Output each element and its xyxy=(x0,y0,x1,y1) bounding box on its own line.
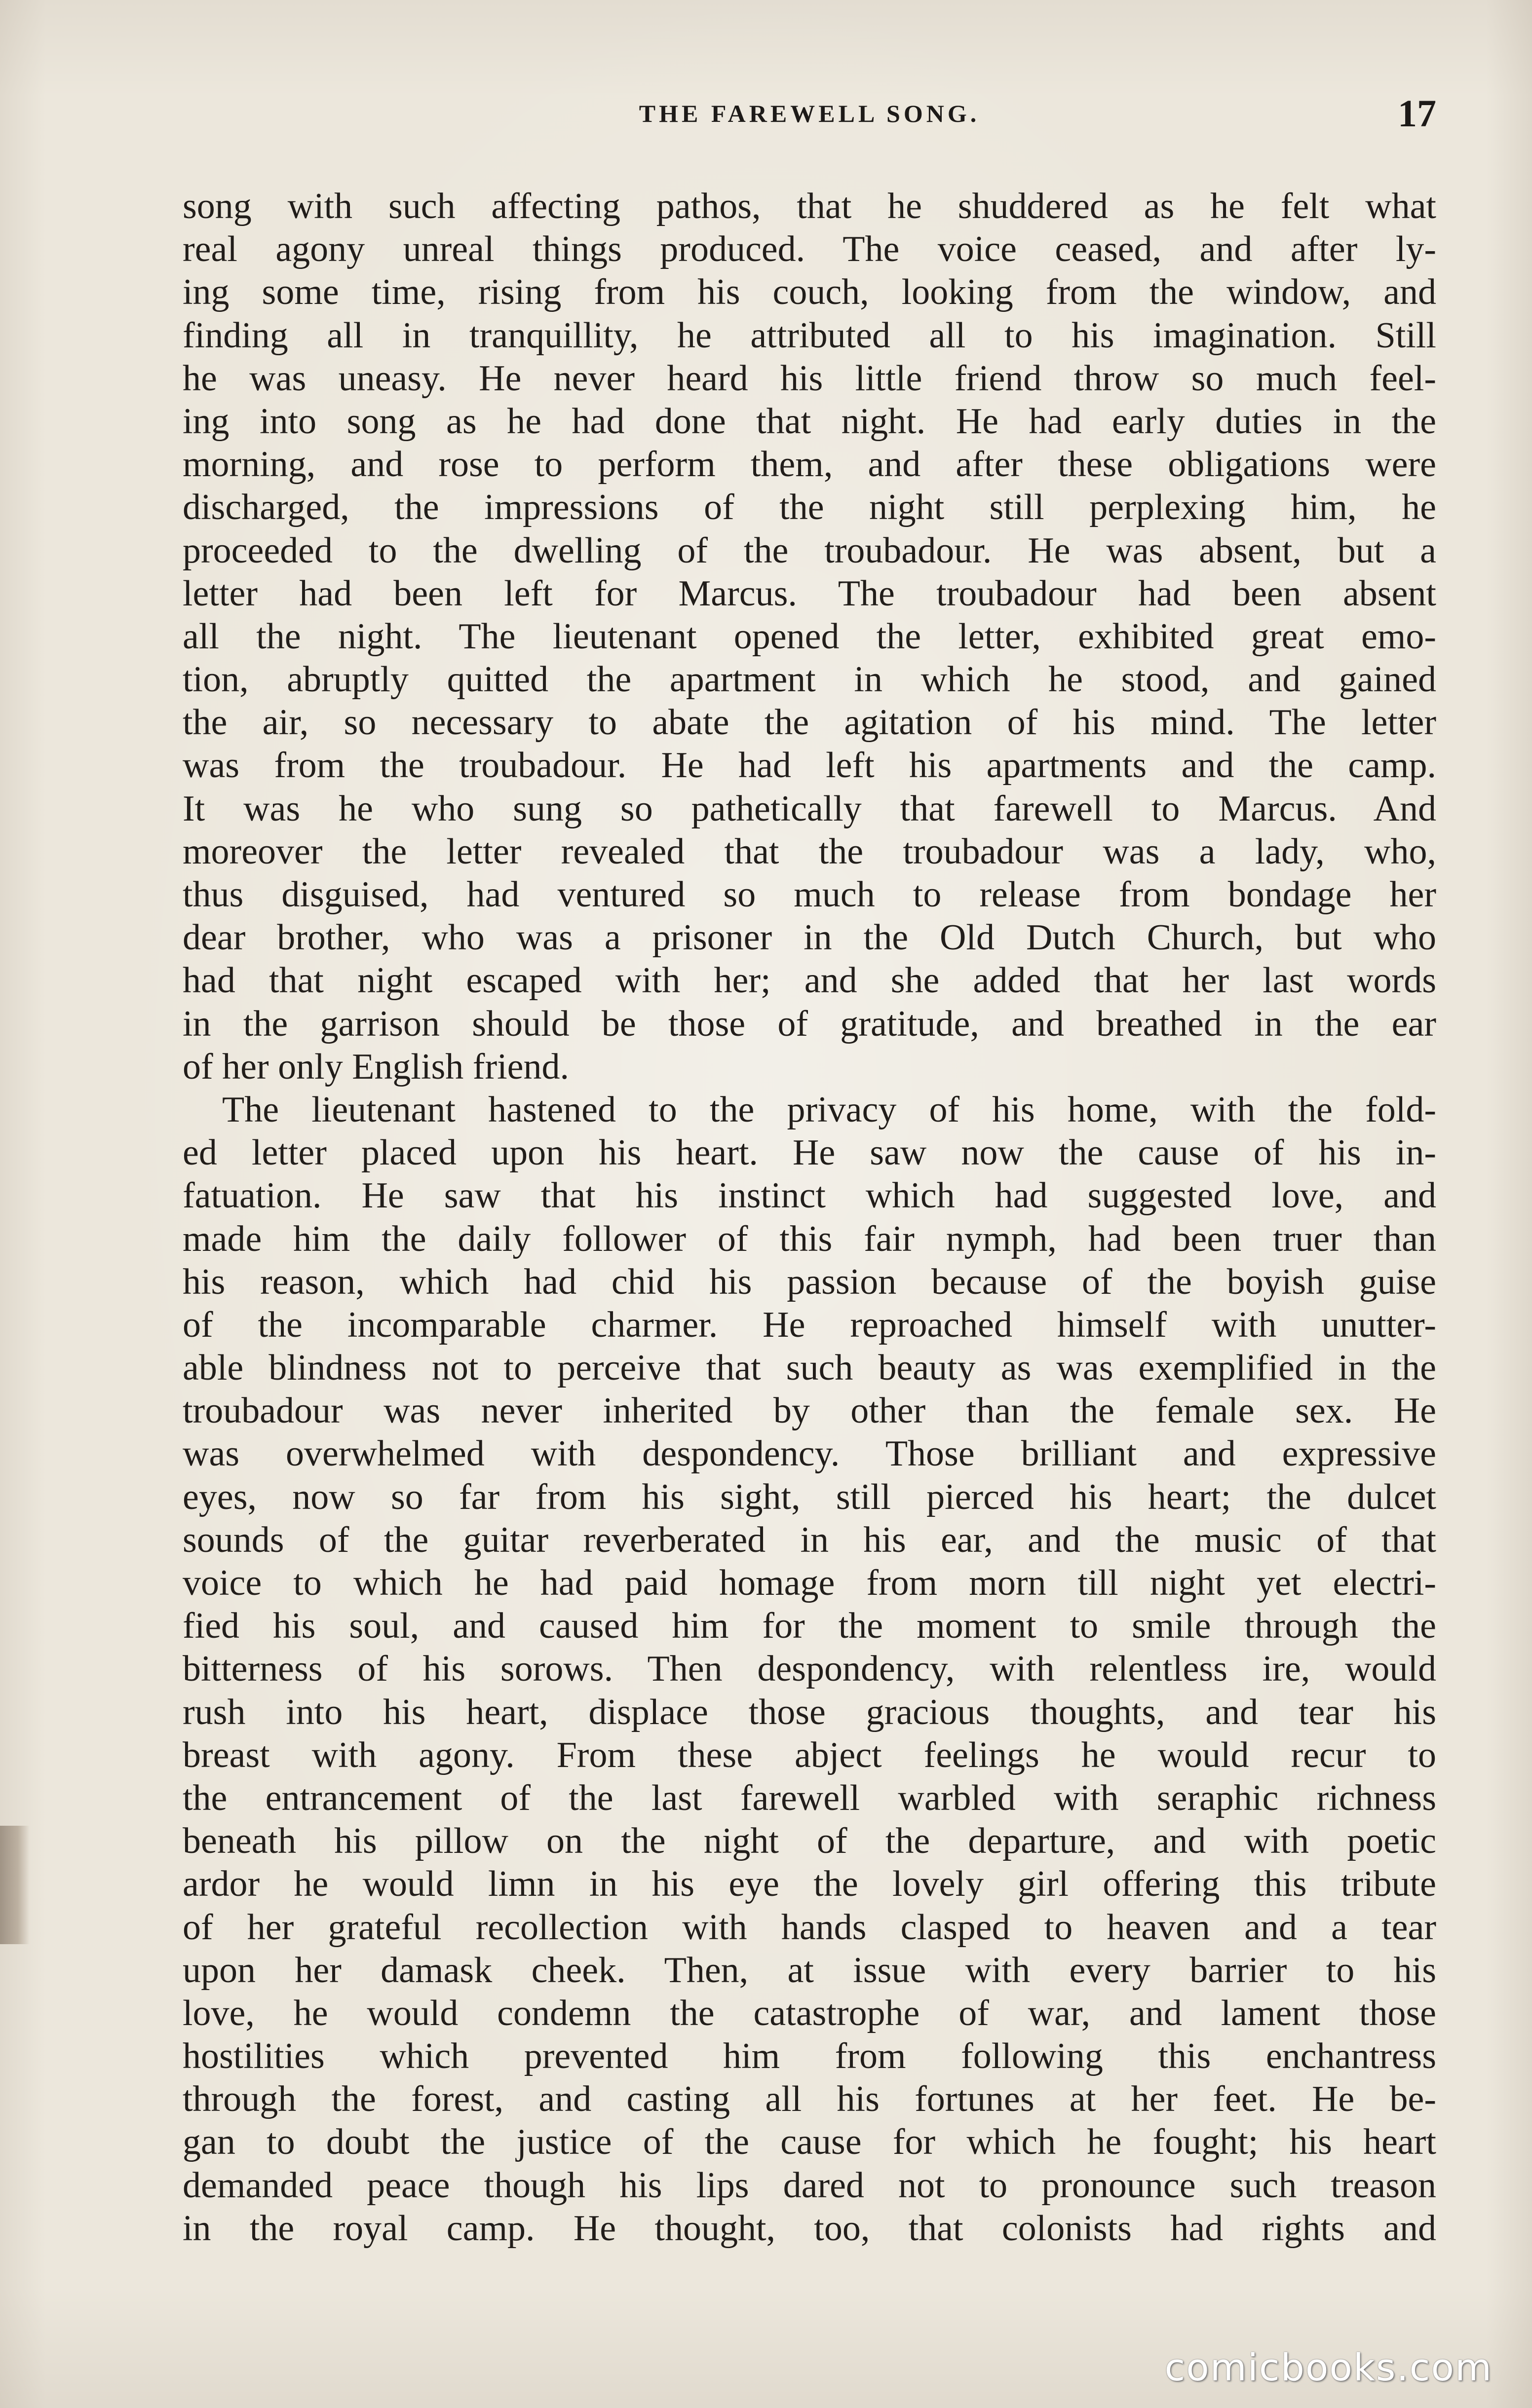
text-line: hostilities which prevented him from following this enchantress xyxy=(183,2036,1436,2077)
text-line: in the royal camp. He thought, too, that colonists had rights and xyxy=(183,2208,1436,2249)
text-line: discharged, the impressions of the night still perplexing him, he xyxy=(183,487,1436,528)
text-line: gan to doubt the justice of the cause for which he fought; his heart xyxy=(183,2122,1436,2163)
text-line: of her grateful recollection with hands clasped to heaven and a tear xyxy=(183,1907,1436,1948)
text-line: dear brother, who was a prisoner in the Old Dutch Church, but who xyxy=(183,917,1436,958)
watermark: comicbooks.com xyxy=(1164,2345,1493,2389)
text-line: ardor he would limn in his eye the lovely girl offering this tribute xyxy=(183,1864,1436,1905)
text-line: troubadour was never inherited by other than the female sex. He xyxy=(183,1391,1436,1431)
text-line: beneath his pillow on the night of the departure, and with poetic xyxy=(183,1821,1436,1862)
text-line: rush into his heart, displace those gracious thoughts, and tear his xyxy=(183,1692,1436,1732)
text-line: eyes, now so far from his sight, still pierced his heart; the dulcet xyxy=(183,1476,1436,1517)
text-line: through the forest, and casting all his fortunes at her feet. He be- xyxy=(183,2079,1436,2120)
text-line: ing some time, rising from his couch, looking from the window, and xyxy=(183,272,1436,313)
text-line: ed letter placed upon his heart. He saw now the cause of his in- xyxy=(183,1132,1436,1173)
running-title: THE FAREWELL SONG. xyxy=(639,100,980,127)
text-line: sounds of the guitar reverberated in his ear, and the music of that xyxy=(183,1519,1436,1560)
text-line: fatuation. He saw that his instinct which had suggested love, and xyxy=(183,1175,1436,1216)
text-line: was from the troubadour. He had left his apartments and the camp. xyxy=(183,745,1436,786)
text-line: morning, and rose to perform them, and after these obligations were xyxy=(183,444,1436,485)
text-line: finding all in tranquillity, he attributed all to his imagination. Still xyxy=(183,315,1436,356)
text-line: all the night. The lieutenant opened the letter, exhibited great emo- xyxy=(183,616,1436,657)
text-line: breast with agony. From these abject feelings he would recur to xyxy=(183,1734,1436,1775)
text-line: the air, so necessary to abate the agitation of his mind. The letter xyxy=(183,702,1436,743)
text-line: letter had been left for Marcus. The troubadour had been absent xyxy=(183,573,1436,614)
text-line: of the incomparable charmer. He reproached himself with unutter- xyxy=(183,1304,1436,1345)
text-line: bitterness of his sorows. Then despondency, with relentless ire, would xyxy=(183,1649,1436,1690)
text-line: of her only English friend. xyxy=(183,1046,569,1087)
binding-edge-mark xyxy=(0,1826,30,1944)
text-line: It was he who sung so pathetically that farewell to Marcus. And xyxy=(183,788,1436,829)
text-line: The lieutenant hastened to the privacy of his home, with the fold- xyxy=(222,1089,1436,1130)
text-line: proceeded to the dwelling of the troubadour. He was absent, but a xyxy=(183,530,1436,571)
text-line: fied his soul, and caused him for the moment to smile through the xyxy=(183,1606,1436,1647)
text-line: voice to which he had paid homage from morn till night yet electri- xyxy=(183,1563,1436,1603)
text-line: love, he would condemn the catastrophe of war, and lament those xyxy=(183,1993,1436,2033)
page-number: 17 xyxy=(1398,92,1436,135)
text-line: his reason, which had chid his passion because of the boyish guise xyxy=(183,1261,1436,1302)
text-line: real agony unreal things produced. The voice ceased, and after ly- xyxy=(183,229,1436,270)
text-line: upon her damask cheek. Then, at issue with every barrier to his xyxy=(183,1950,1436,1991)
text-line: moreover the letter revealed that the troubadour was a lady, who, xyxy=(183,831,1436,872)
text-line: made him the daily follower of this fair nymph, had been truer than xyxy=(183,1218,1436,1259)
text-line: song with such affecting pathos, that he shuddered as he felt what xyxy=(183,186,1436,226)
text-line: demanded peace though his lips dared not to pronounce such treason xyxy=(183,2165,1436,2206)
text-line: tion, abruptly quitted the apartment in which he stood, and gained xyxy=(183,659,1436,700)
text-line: had that night escaped with her; and she added that her last words xyxy=(183,960,1436,1001)
text-line: ing into song as he had done that night. He had early duties in the xyxy=(183,401,1436,442)
text-line: was overwhelmed with despondency. Those brilliant and expressive xyxy=(183,1433,1436,1474)
text-line: thus disguised, had ventured so much to release from bondage her xyxy=(183,874,1436,915)
text-line: the entrancement of the last farewell warbled with seraphic richness xyxy=(183,1777,1436,1818)
text-line: able blindness not to perceive that such beauty as was exemplified in the xyxy=(183,1348,1436,1389)
text-line: he was uneasy. He never heard his little friend throw so much feel- xyxy=(183,358,1436,399)
page-header xyxy=(183,91,1436,136)
body-text xyxy=(183,185,1436,2250)
text-line: in the garrison should be those of gratitude, and breathed in the ear xyxy=(183,1003,1436,1044)
